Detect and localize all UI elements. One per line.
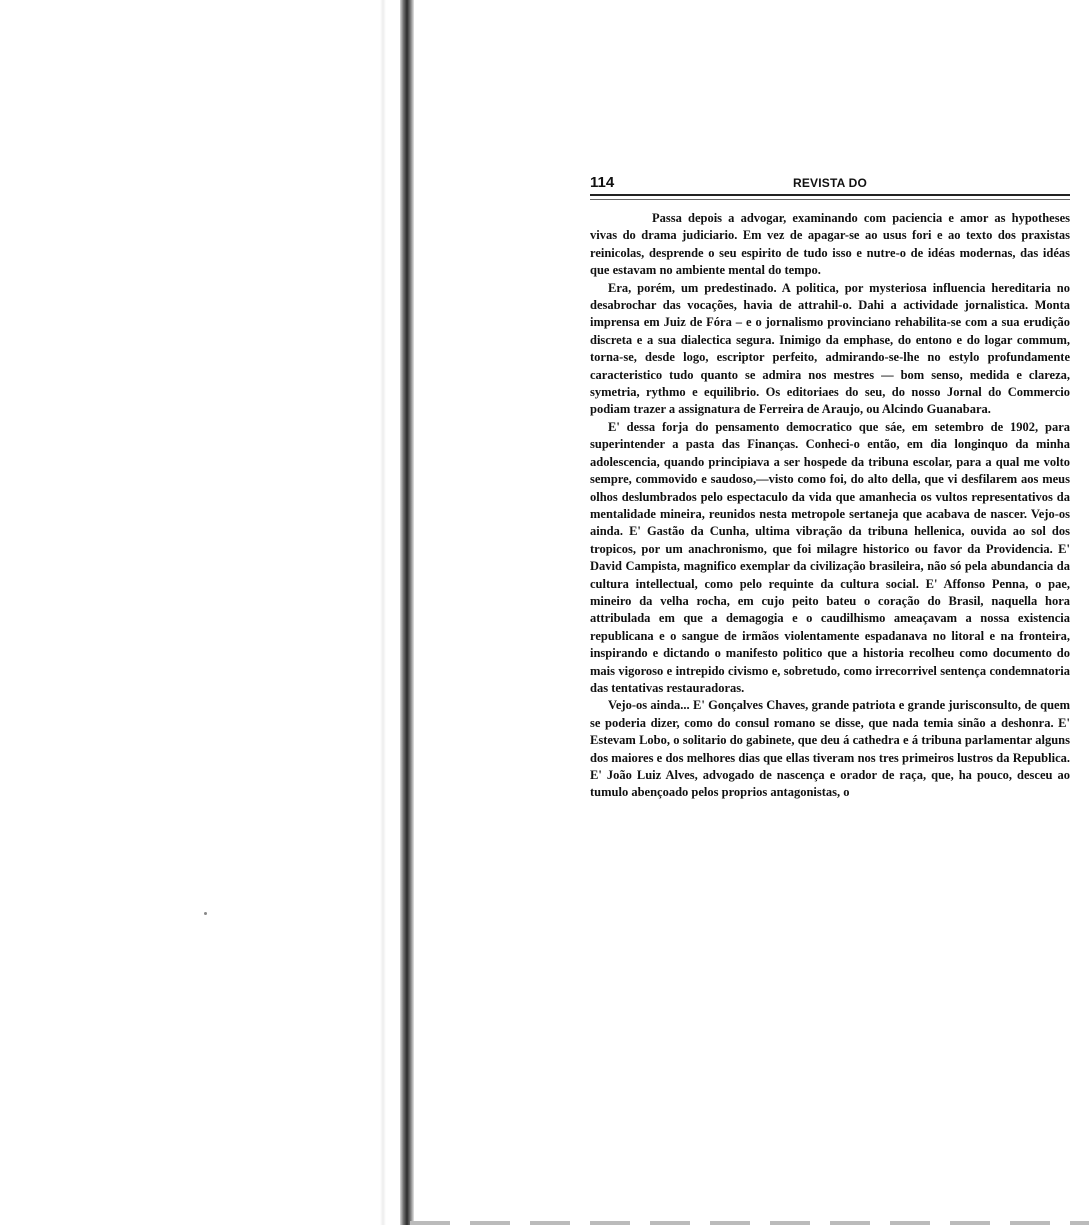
- page-bottom-edge: [410, 1221, 1089, 1225]
- paper-speck: [204, 912, 207, 915]
- paragraph: Passa depois a advogar, examinando com paciencia e amor as hypotheses vivas do drama judiciario. Em vez de apagar-se ao usus fori e ao texto dos praxistas reinicolas, desprende o seu espirito de tudo isso e nutre-o de idéas modernas, das idéas que estavam no ambiente mental do tempo.: [590, 211, 1070, 278]
- paragraph: Vejo-os ainda... E' Gonçalves Chaves, grande patriota e grande jurisconsulto, de quem se poderia dizer, como do consul romano se disse, que nada temia sinão a deshonra. E' Estevam Lobo, o solitario do gabinete, que deu á cathedra e á tribuna parlamentar alguns dos maiores e dos melhores dias que ellas tiveram nos tres primeiros lustros da Republica. E' João Luiz Alves, advogado de nascença e orador de raça, que, ha pouco, desceu ao tumulo abençoado pelos proprios antagonistas, o: [590, 698, 1070, 800]
- book-binding-edge: [400, 0, 414, 1225]
- paragraph: E' dessa forja do pensamento democratico que sáe, em setembro de 1902, para superintender a pasta das Finanças. Conheci-o então, em dia longinquo da minha adolescencia, quando principiava a ser hospede da tribuna escolar, para a qual me volto sempre, commovido e saudoso,—visto como foi, do alto della, que vi desfilarem aos meus olhos deslumbrados pelo espectaculo da vida que amanhecia os vultos representativos da mentalidade mineira, reunidos nesta metropole sertaneja que acabava de nascer. Vejo-os ainda. E' Gastão da Cunha, ultima vibração da tribuna hellenica, ouvida ao sol dos tropicos, por um anachronismo, que foi milagre historico ou favor da Providencia. E' David Campista, magnifico exemplar da civilização brasileira, não só pela abundancia da cultura intellectual, como pelo requinte da cultura social. E' Affonso Penna, o pae, mineiro da velha rocha, em cujo peito bateu o coração do Brasil, naquella hora attribulada em que a demagogia e o caudilhismo ameaçavam a nossa existencia republicana e o sangue de irmãos violentamente espadanava no litoral e na fronteira, inspirando e dictando o manifesto politico que a historia recolheu como documento do mais vigoroso e intrepido civismo e, sobretudo, como irrecorrivel sentença condemnatoria das tentativas restauradoras.: [590, 419, 1070, 695]
- running-title: REVISTA DO: [792, 176, 867, 190]
- header-rule: [590, 194, 1070, 200]
- running-head: [590, 174, 1070, 194]
- paragraph: Era, porém, um predestinado. A politica, por mysteriosa influencia hereditaria no desabrochar das vocações, havia de attrahil-o. Dahi a actividade jornalistica. Monta imprensa em Juiz de Fóra – e o jornalismo provinciano rehabilita-se com a sua erudição discreta e a sua dialectica segura. Inimigo da emphase, do entono e do logar commum, torna-se, desde logo, escriptor perfeito, admirando-se-lhe no estylo profundamente caracteristico tudo quanto se admira nos mestres — bom senso, medida e clareza, symetria, rythmo e equilibrio. Os editoriaes do seu, do nosso Jornal do Commercio podiam trazer a assignatura de Ferreira de Araujo, ou Alcindo Guanabara.: [590, 280, 1070, 417]
- page-number: 114: [590, 174, 615, 191]
- body-text: [590, 210, 1070, 802]
- gutter-shadow: [380, 0, 386, 1225]
- book-page: [590, 174, 1070, 802]
